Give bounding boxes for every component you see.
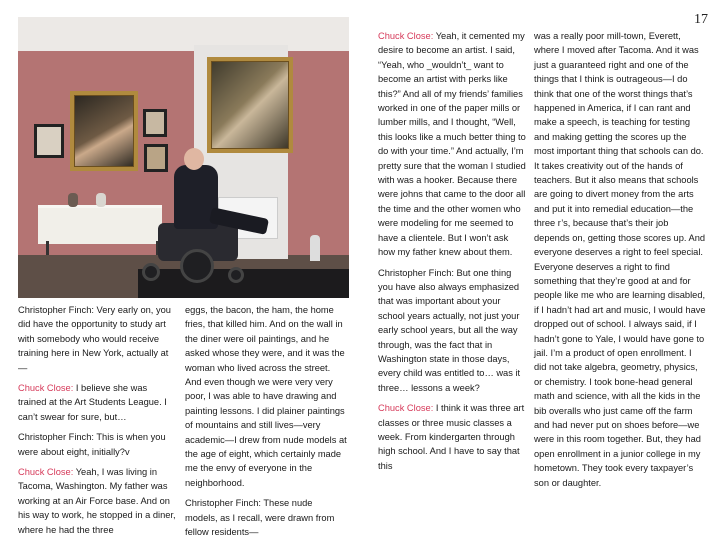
page-number: 17 [694, 12, 708, 27]
text-column-3: Chuck Close: Yeah, it cemented my desire to become an artist. I said, “Yeah, who _wouldn’t_ want to become an artist with perks like this?” And all of my friends’ families worked in one of the paper mills or lumber mills, and I thought, “Well, this looks like a much better thing to do with your time.” And actually, I’m pretty sure that the woman I studied with was a hooker. Because there were johns that came to the door all the time and the other women who were modeling for me seemed to have a clientele. But I won’t ask how my father knew about them. Christopher Finch: But one thing you have also always emphasized that was important about your school years actually, not just your early school years, but all the way through, was the fact that in Washington state in those days, every child was entitled to… was it three… lessons a week? Chuck Close: I think it was three art classes or three music classes a week. From kindergarten through high school. And I have to say that this [378, 31, 526, 471]
portrait-photo [18, 17, 349, 298]
text-column-1: Christopher Finch: Very early on, you did have the opportunity to study art with somebody who would receive training here in New York, actually at— Chuck Close: I believe she was trained at the Art Students League. I can’t swear for sure, but… Christopher Finch: This is when you were about eight, initially?v Chuck Close: Yeah, I was living in Tacoma, Washington. My father was working at an Air Force base. And on his way to work, he stopped in a diner, where he had the three [18, 305, 176, 535]
text-column-2: eggs, the bacon, the ham, the home fries, that killed him. And on the wall in the diner were oil paintings, and he asked whose they were, and it was the woman who lived across the street. And even though we were very very poor, I was able to have drawing and painting lessons. I did plainer paintings of mountains and still lives—very academic—I drew from nude models at the age of eight, which certainly made me the envy of everyone in the neighborhood. Christopher Finch: These nude models, as I recall, were drawn from fellow residents— [185, 305, 347, 538]
text-column-4: was a really poor mill-town, Everett, where I moved after Tacoma. And it was just a guaranteed right and one of the things that I think is outrageous—I do think that one of the worst things that’s happened in America, if I can rant and make a speech, is teaching for testing and making getting the scores up the most important thing that schools can do. It takes creativity out of the hands of teachers. But it also means that schools are going to divert money from the arts and put it into remedial education—the three r’s, because that’s their job depends on, getting those scores up. And everyone deserves a right to feel special. Everyone deserves a right to find something that they’re good at and for people like me who are learning disabled, if I hadn’t had art and music, I would have dropped out of school. I always said, if I hadn’t gone to Yale, I would have gone to jail. I’m a product of open enrollment. I did not take algebra, geometry, physics, or chemistry. I took bone-head general math and science, with all the kids in the bib overalls who just came off the farm and had never put on shoes before—we were in this room together. But, they had open enrollment in a junior college in my hometown. They took every taxpayer’s son or daughter. [534, 31, 706, 488]
painting-left [70, 91, 138, 171]
painting-large [207, 57, 293, 153]
